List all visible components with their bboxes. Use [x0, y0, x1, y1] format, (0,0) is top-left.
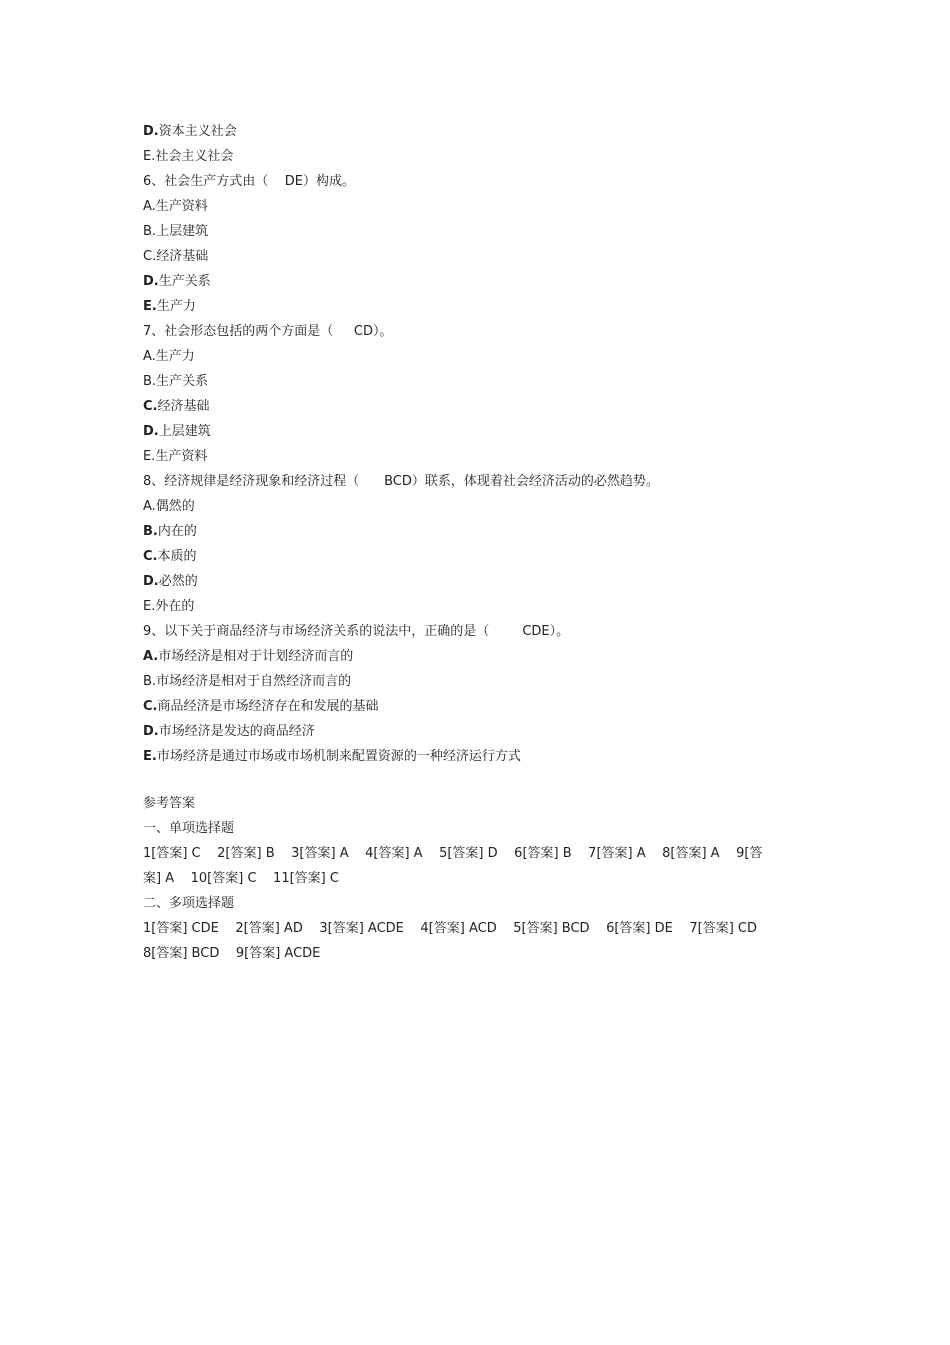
option-line [143, 594, 823, 619]
option-line [143, 394, 823, 419]
option-letter: C. [143, 399, 158, 414]
option-letter: C. [143, 699, 158, 714]
option-text: 生产关系 [156, 374, 209, 389]
section1-row2: 案] A 10[答案] C 11[答案] C [143, 871, 339, 886]
option-line [143, 669, 823, 694]
option-letter: C. [143, 249, 157, 264]
section1-row1: 1[答案] C 2[答案] B 3[答案] A 4[答案] A 5[答案] D 6[答案] B 7[答案] A 8[答案] A 9[答 [143, 846, 763, 861]
question-line [143, 469, 823, 494]
option-text: 市场经济是相对于自然经济而言的 [156, 674, 352, 689]
option-line [143, 494, 823, 519]
option-line [143, 519, 823, 544]
option-line [143, 419, 823, 444]
option-line [143, 244, 823, 269]
question-line [143, 619, 823, 644]
option-line [143, 744, 823, 769]
option-line [143, 444, 823, 469]
option-text: 上层建筑 [156, 224, 209, 239]
option-letter: E. [143, 299, 157, 314]
option-letter: D. [143, 424, 159, 439]
option-text: 经济基础 [156, 249, 209, 264]
option-text: 市场经济是相对于计划经济而言的 [158, 649, 354, 664]
option-text: 生产力 [155, 349, 195, 364]
option-text: 必然的 [158, 574, 198, 589]
option-line [143, 344, 823, 369]
question-text: 7、社会形态包括的两个方面是（ CD）。 [143, 324, 393, 339]
section2-heading: 二、多项选择题 [143, 896, 235, 911]
option-line [143, 719, 823, 744]
option-line [143, 219, 823, 244]
option-letter: A. [143, 649, 159, 664]
option-text: 生产资料 [155, 199, 208, 214]
option-line [143, 294, 823, 319]
option-letter: D. [143, 274, 159, 289]
option-text: 商品经济是市场经济存在和发展的基础 [157, 699, 379, 714]
question-text: 8、经济规律是经济现象和经济过程（ BCD）联系，体现着社会经济活动的必然趋势。 [143, 474, 659, 489]
question-line [143, 169, 823, 194]
question-text: 6、社会生产方式由（ DE）构成。 [143, 174, 356, 189]
section1-heading: 一、单项选择题 [143, 821, 235, 836]
option-letter: D. [143, 574, 159, 589]
option-letter: E. [143, 749, 157, 764]
option-line [143, 144, 823, 169]
question-lines [143, 119, 823, 769]
option-line [143, 644, 823, 669]
document-page [143, 119, 823, 966]
option-letter: D. [143, 124, 159, 139]
option-letter: C. [143, 549, 158, 564]
option-text: 内在的 [157, 524, 197, 539]
option-text: 外在的 [155, 599, 195, 614]
option-line [143, 269, 823, 294]
option-text: 偶然的 [155, 499, 195, 514]
option-line [143, 694, 823, 719]
option-text: 资本主义社会 [158, 124, 237, 139]
option-letter: B. [143, 224, 157, 239]
option-letter: E. [143, 449, 156, 464]
option-letter: B. [143, 374, 157, 389]
option-line [143, 194, 823, 219]
option-line [143, 569, 823, 594]
section2-row1: 1[答案] CDE 2[答案] AD 3[答案] ACDE 4[答案] ACD 5[答案] BCD 6[答案] DE 7[答案] CD [143, 921, 758, 936]
option-line [143, 119, 823, 144]
option-text: 上层建筑 [158, 424, 211, 439]
section2-row2: 8[答案] BCD 9[答案] ACDE [143, 946, 321, 961]
option-text: 生产力 [156, 299, 196, 314]
option-letter: E. [143, 599, 156, 614]
answers-title: 参考答案 [143, 796, 196, 811]
option-letter: A. [143, 199, 156, 214]
option-letter: D. [143, 724, 159, 739]
option-letter: A. [143, 349, 156, 364]
option-letter: B. [143, 674, 157, 689]
option-text: 社会主义社会 [155, 149, 234, 164]
option-letter: B. [143, 524, 158, 539]
option-letter: E. [143, 149, 156, 164]
spacer [143, 769, 823, 791]
option-text: 市场经济是发达的商品经济 [158, 724, 315, 739]
option-line [143, 369, 823, 394]
option-text: 本质的 [157, 549, 197, 564]
option-line [143, 544, 823, 569]
option-text: 市场经济是通过市场或市场机制来配置资源的一种经济运行方式 [156, 749, 521, 764]
option-letter: A. [143, 499, 156, 514]
question-text: 9、以下关于商品经济与市场经济关系的说法中，正确的是（ CDE）。 [143, 624, 570, 639]
option-text: 经济基础 [157, 399, 210, 414]
option-text: 生产资料 [155, 449, 208, 464]
option-text: 生产关系 [158, 274, 211, 289]
question-line [143, 319, 823, 344]
